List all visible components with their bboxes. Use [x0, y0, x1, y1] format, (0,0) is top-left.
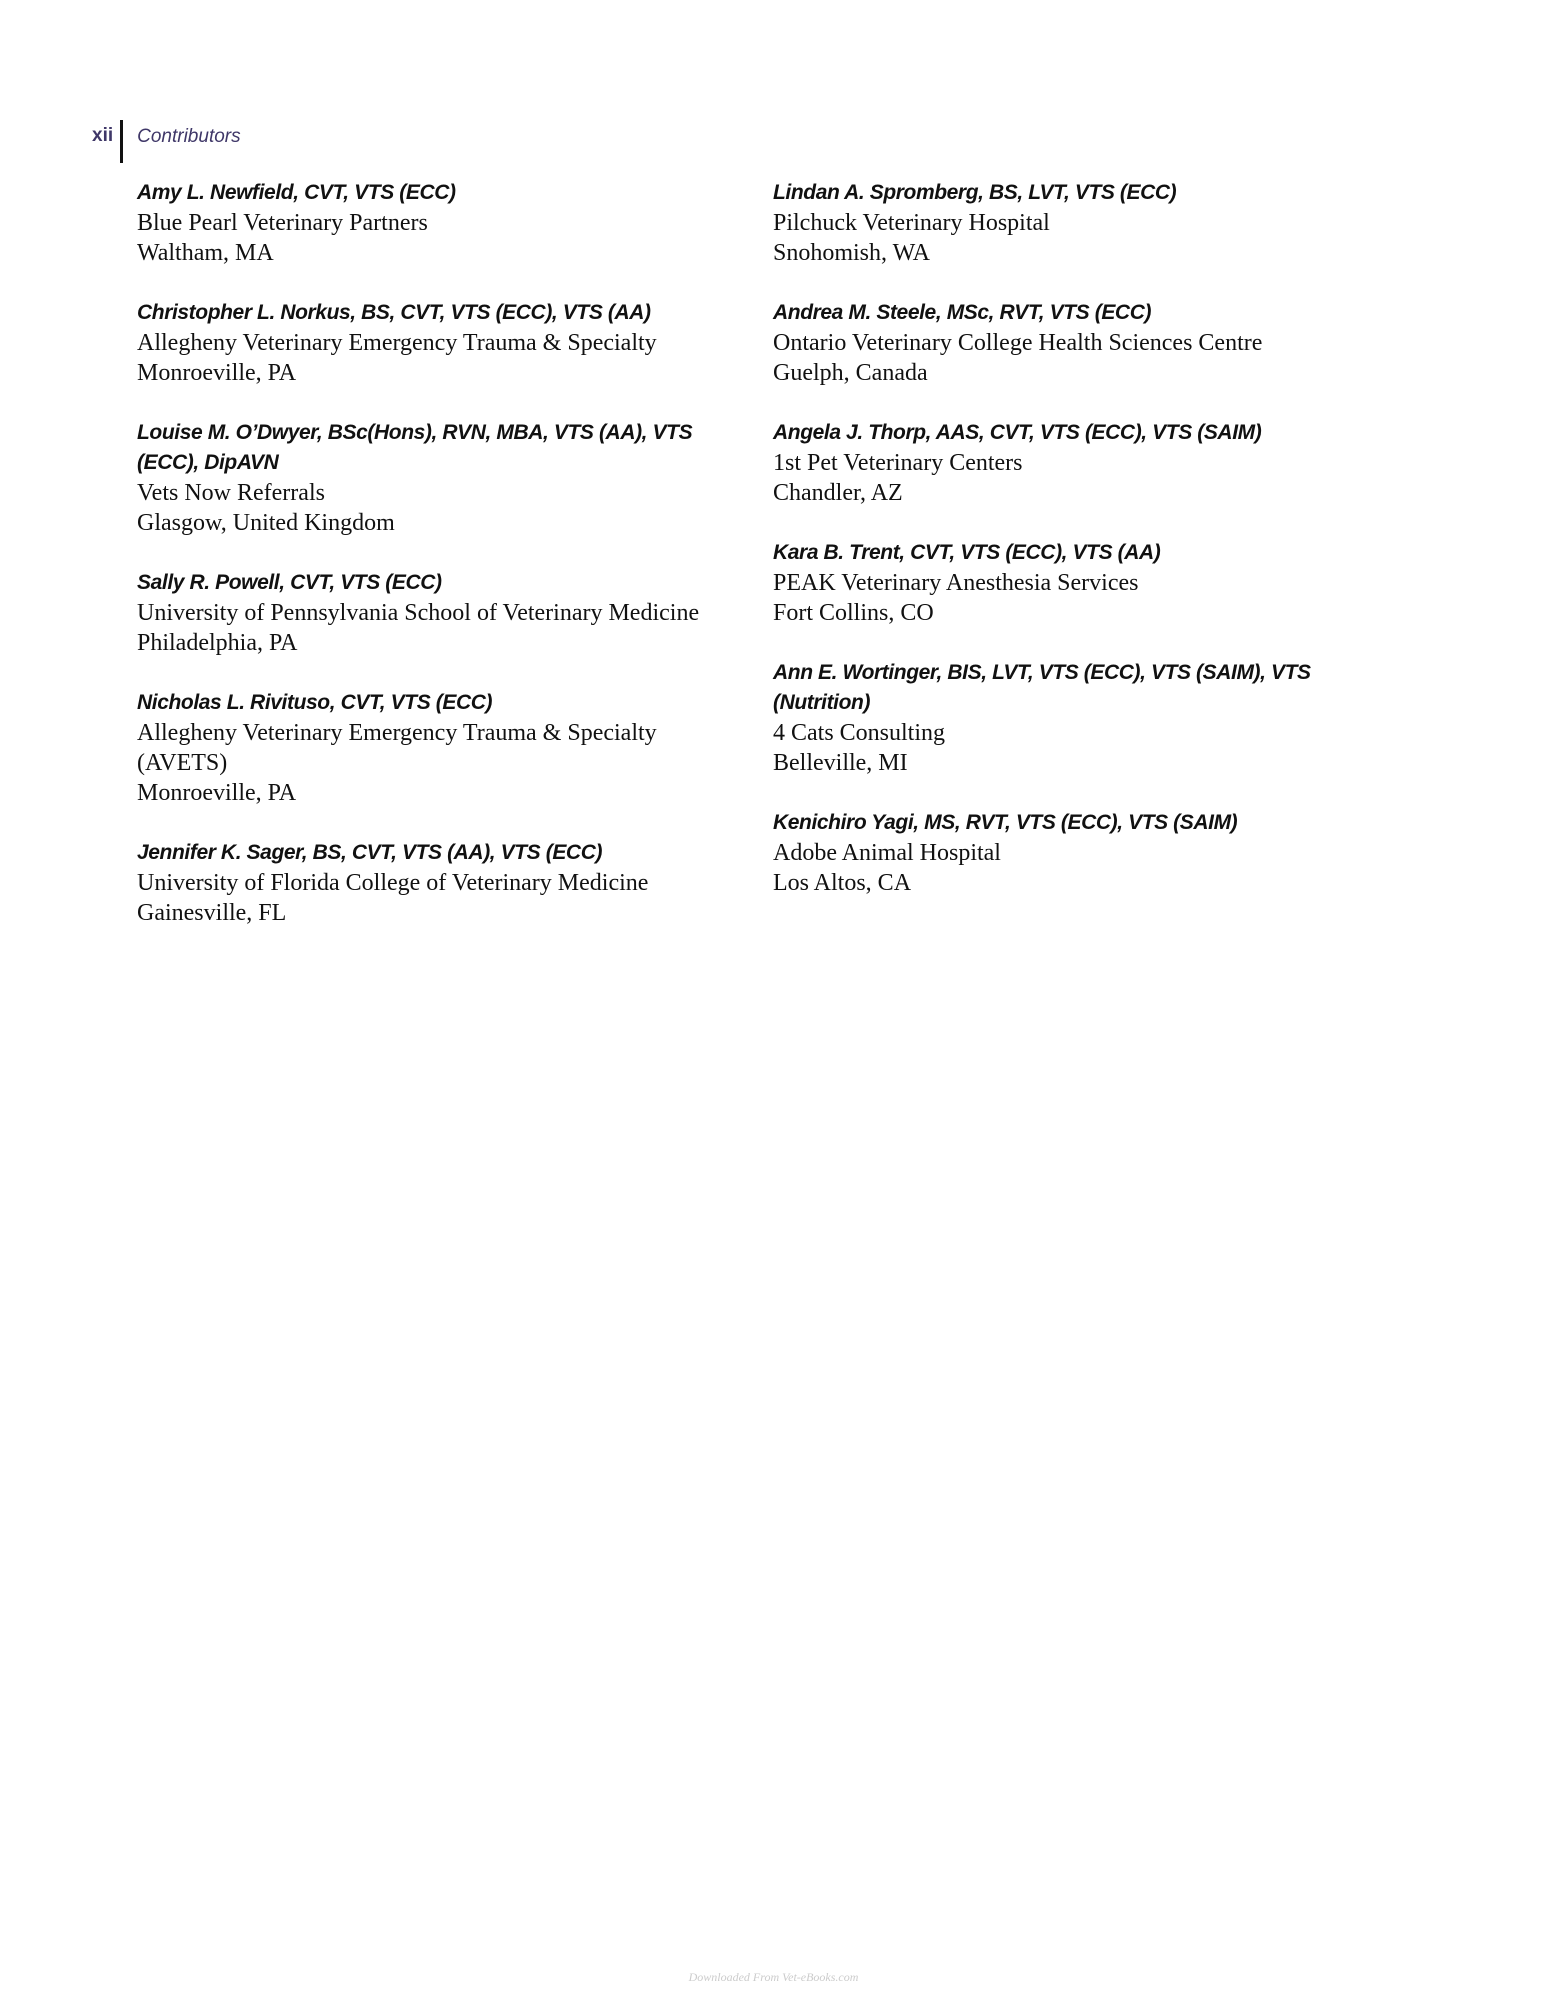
- contributor-entry: [137, 178, 722, 268]
- contributor-location: Monroeville, PA: [137, 780, 297, 806]
- contributor-entry: [137, 838, 722, 928]
- contributor-location: Glasgow, United Kingdom: [137, 510, 395, 536]
- contributor-location: Snohomish, WA: [773, 240, 930, 266]
- contributor-entry: [773, 658, 1333, 778]
- contributor-location: Waltham, MA: [137, 240, 274, 266]
- footer-watermark: Downloaded From Vet-eBooks.com: [688, 1970, 859, 1984]
- contributor-name: Louise M. O’Dwyer, BSc(Hons), RVN, MBA, VTS (AA), VTS (ECC), DipAVN: [137, 421, 693, 474]
- contributor-name: Nicholas L. Rivituso, CVT, VTS (ECC): [137, 691, 493, 714]
- contributor-affiliation: Blue Pearl Veterinary Partners: [137, 210, 428, 236]
- contributor-entry: [773, 418, 1333, 508]
- right-column: [773, 178, 1333, 928]
- contributor-location: Monroeville, PA: [137, 360, 297, 386]
- contributor-affiliation: Allegheny Veterinary Emergency Trauma & Specialty (AVETS): [137, 720, 657, 776]
- contributor-affiliation: Vets Now Referrals: [137, 480, 325, 506]
- contributor-location: Guelph, Canada: [773, 360, 928, 386]
- contributor-affiliation: University of Pennsylvania School of Veterinary Medicine: [137, 600, 700, 626]
- contributor-location: Chandler, AZ: [773, 480, 903, 506]
- contributor-entry: [137, 568, 722, 658]
- section-title: Contributors: [137, 126, 241, 147]
- contributor-entry: [137, 298, 722, 388]
- contributor-affiliation: PEAK Veterinary Anesthesia Services: [773, 570, 1139, 596]
- contributor-name: Angela J. Thorp, AAS, CVT, VTS (ECC), VTS (SAIM): [773, 421, 1262, 444]
- contributor-entry: [137, 688, 722, 808]
- contributor-name: Kara B. Trent, CVT, VTS (ECC), VTS (AA): [773, 541, 1161, 564]
- contributor-entry: [773, 298, 1333, 388]
- contributor-name: Jennifer K. Sager, BS, CVT, VTS (AA), VTS (ECC): [137, 841, 603, 864]
- page-number: xii: [92, 125, 114, 146]
- contributor-affiliation: Pilchuck Veterinary Hospital: [773, 210, 1050, 236]
- contributor-affiliation: 4 Cats Consulting: [773, 720, 946, 746]
- contributor-location: Fort Collins, CO: [773, 600, 934, 626]
- contributor-affiliation: Ontario Veterinary College Health Sciences Centre: [773, 330, 1263, 356]
- contributor-location: Philadelphia, PA: [137, 630, 298, 656]
- contributor-entry: [773, 178, 1333, 268]
- contributor-name: Amy L. Newfield, CVT, VTS (ECC): [137, 181, 456, 204]
- contributor-entry: [137, 418, 722, 538]
- contributor-affiliation: Adobe Animal Hospital: [773, 840, 1001, 866]
- contributor-location: Gainesville, FL: [137, 900, 287, 926]
- contributor-entry: [773, 808, 1333, 898]
- left-column: [137, 178, 722, 958]
- contributor-affiliation: 1st Pet Veterinary Centers: [773, 450, 1023, 476]
- contributor-name: Christopher L. Norkus, BS, CVT, VTS (ECC), VTS (AA): [137, 301, 651, 324]
- contributor-affiliation: University of Florida College of Veterinary Medicine: [137, 870, 649, 896]
- contributor-entry: [773, 538, 1333, 628]
- contributor-name: Lindan A. Spromberg, BS, LVT, VTS (ECC): [773, 181, 1177, 204]
- contributor-location: Belleville, MI: [773, 750, 908, 776]
- contributor-name: Sally R. Powell, CVT, VTS (ECC): [137, 571, 442, 594]
- contributor-name: Ann E. Wortinger, BIS, LVT, VTS (ECC), VTS (SAIM), VTS (Nutrition): [773, 661, 1311, 714]
- contributor-name: Andrea M. Steele, MSc, RVT, VTS (ECC): [773, 301, 1152, 324]
- contributor-affiliation: Allegheny Veterinary Emergency Trauma & Specialty: [137, 330, 657, 356]
- contributor-location: Los Altos, CA: [773, 870, 912, 896]
- running-head: [92, 120, 241, 165]
- contributor-name: Kenichiro Yagi, MS, RVT, VTS (ECC), VTS (SAIM): [773, 811, 1238, 834]
